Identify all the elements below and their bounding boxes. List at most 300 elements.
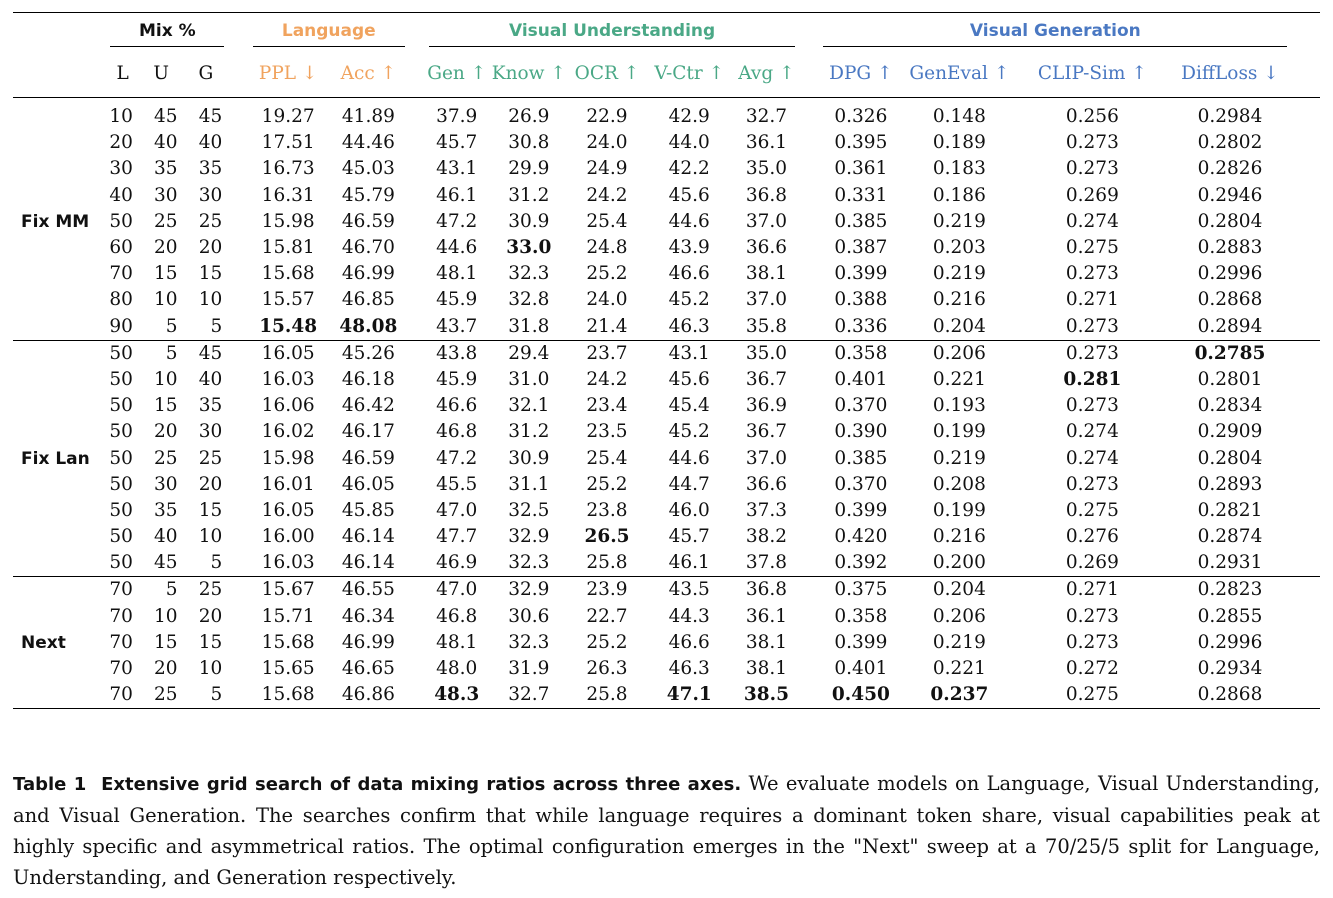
table-cell: 0.370 (834, 395, 888, 417)
table-cell: 15.98 (261, 210, 315, 232)
table-row (13, 261, 1320, 287)
table-cell: 45.6 (668, 184, 710, 206)
table-cell: 43.9 (668, 237, 710, 259)
table-cell: 16.02 (261, 421, 315, 443)
best-value: 38.5 (743, 684, 789, 706)
table-cell (1016, 367, 1168, 393)
table-cell: 0.271 (1065, 579, 1119, 601)
table-cell: 16.01 (261, 473, 315, 495)
table-cell: 36.7 (745, 421, 788, 443)
table-cell: 0.375 (834, 579, 888, 601)
table-cell: 45.85 (341, 499, 395, 521)
table-cell: 0.420 (834, 526, 888, 548)
table-cell: 35 (154, 499, 178, 521)
table-cell: 31.0 (508, 368, 550, 390)
table-cell: 0.271 (1065, 289, 1119, 311)
table-cell: 36.6 (745, 473, 788, 495)
table-cell: 0.273 (1065, 263, 1119, 285)
table-cell: 0.273 (1065, 395, 1119, 417)
table-cell: 0.401 (834, 658, 888, 680)
table-cell: 0.274 (1065, 210, 1119, 232)
column-header-row (13, 55, 1320, 98)
table-cell: 45 (198, 342, 223, 364)
table-cell: 15.98 (261, 447, 315, 469)
table-cell: 70 (109, 263, 133, 285)
table-cell: 0.275 (1065, 684, 1119, 706)
table-cell: 16.05 (261, 499, 315, 521)
table-row (13, 524, 1320, 550)
table-cell: 0.2823 (1197, 579, 1263, 601)
table-cell: 38.1 (745, 658, 788, 680)
table-cell: 5 (210, 552, 223, 574)
table-cell: 0.326 (834, 106, 888, 128)
table-cell: 44.3 (668, 605, 710, 627)
table-cell: 46.1 (668, 552, 710, 574)
table-cell: 46.59 (341, 447, 395, 469)
table-cell: 36.1 (745, 605, 788, 627)
table-cell: 40 (198, 132, 223, 154)
table-cell: 45.7 (436, 132, 478, 154)
table-cell: 15.68 (261, 684, 315, 706)
table-cell: 46.14 (341, 526, 395, 548)
table-cell: 24.2 (586, 184, 628, 206)
table-cell: 0.2804 (1197, 447, 1263, 469)
table-cell: 30 (154, 184, 178, 206)
table-cell: 25 (154, 684, 178, 706)
best-value: 48.3 (434, 684, 480, 706)
table-cell: 0.269 (1065, 184, 1119, 206)
table-cell: 10 (198, 289, 223, 311)
table-cell: 40 (154, 132, 178, 154)
section-label: Next (21, 632, 66, 653)
table-cell: 37.0 (745, 447, 788, 469)
best-value: 0.237 (930, 684, 989, 706)
table-cell: 45.03 (341, 158, 395, 180)
table-cell: 70 (109, 605, 133, 627)
table-cell: 32.3 (508, 552, 550, 574)
table-cell: 45.9 (436, 289, 478, 311)
table-cell: 46.55 (341, 579, 395, 601)
table-cell (328, 314, 409, 341)
table-cell: 20 (154, 658, 178, 680)
table-cell: 15.57 (261, 289, 315, 311)
table-cell (1169, 340, 1292, 367)
table-cell: 0.387 (834, 237, 888, 259)
table-cell: 20 (154, 237, 178, 259)
table-cell: 0.193 (932, 395, 986, 417)
table-cell: 50 (109, 473, 133, 495)
col-header-11: GenEval ↑ (909, 62, 1010, 84)
table-cell: 16.31 (261, 184, 315, 206)
table-cell: 31.8 (508, 315, 550, 337)
table-cell: 42.2 (668, 158, 710, 180)
table-cell: 21.4 (586, 315, 628, 337)
table-cell: 43.7 (436, 315, 478, 337)
table-cell: 30.9 (508, 210, 550, 232)
table-cell: 45.4 (668, 395, 710, 417)
table-cell: 44.0 (668, 132, 710, 154)
table-cell: 90 (109, 315, 133, 337)
table-cell: 0.2826 (1197, 158, 1263, 180)
group-mix: Mix % (110, 21, 224, 47)
table-cell: 22.9 (586, 106, 628, 128)
table-cell: 0.272 (1065, 658, 1119, 680)
table-cell: 0.206 (932, 605, 986, 627)
table-cell: 15 (154, 631, 178, 653)
table-cell: 43.5 (668, 579, 710, 601)
table-cell: 31.2 (508, 421, 550, 443)
table-cell: 42.9 (668, 106, 710, 128)
table-cell: 37.0 (745, 210, 788, 232)
table-cell: 45.79 (341, 184, 395, 206)
table-cell: 15 (154, 395, 178, 417)
table-cell: 0.199 (932, 421, 986, 443)
table-cell (569, 524, 644, 550)
table-cell: 37.8 (745, 552, 788, 574)
table-cell: 45 (198, 106, 223, 128)
table-cell: 0.401 (834, 368, 888, 390)
table-cell: 36.9 (745, 395, 788, 417)
table-row (13, 682, 1320, 709)
table-cell: 15.81 (261, 237, 315, 259)
table-cell: 48.1 (436, 263, 478, 285)
table-cell: 0.199 (932, 499, 986, 521)
section-label: Fix Lan (21, 448, 90, 469)
table-cell: 30.8 (508, 132, 550, 154)
table-cell: 23.9 (586, 579, 628, 601)
table-cell: 0.221 (932, 658, 986, 680)
table-cell: 37.9 (436, 106, 478, 128)
table-cell: 0.395 (834, 132, 888, 154)
table-cell: 46.6 (668, 631, 710, 653)
table-cell: 15 (198, 631, 223, 653)
table-cell: 0.204 (932, 315, 986, 337)
table-cell: 0.186 (932, 184, 986, 206)
table-cell: 0.221 (932, 368, 986, 390)
table-cell: 23.8 (586, 499, 628, 521)
table-cell: 0.2855 (1197, 605, 1263, 627)
table-cell: 20 (198, 473, 223, 495)
caption-label: Table 1 (13, 774, 87, 795)
table-cell: 47.2 (436, 210, 478, 232)
table-cell: 25 (154, 447, 178, 469)
table-cell: 70 (109, 658, 133, 680)
col-header-0: L (116, 62, 129, 84)
table-cell: 36.8 (745, 579, 788, 601)
table-cell: 22.7 (586, 605, 628, 627)
table-row (13, 393, 1320, 419)
table-cell: 0.203 (932, 237, 986, 259)
best-value: 47.1 (666, 684, 712, 706)
best-value: 0.2785 (1194, 342, 1266, 364)
table-cell: 29.4 (508, 342, 550, 364)
table-cell: 32.7 (745, 106, 788, 128)
table-cell: 16.73 (261, 158, 315, 180)
table-cell (645, 682, 734, 709)
table-cell: 38.1 (745, 263, 788, 285)
table-cell: 43.1 (668, 342, 710, 364)
table-cell: 16.06 (261, 395, 315, 417)
table-cell: 35.0 (745, 158, 788, 180)
table-cell: 0.208 (932, 473, 986, 495)
table-cell: 0.2804 (1197, 210, 1263, 232)
table-cell: 0.273 (1065, 158, 1119, 180)
table-cell (488, 235, 569, 261)
table-cell: 25 (198, 210, 223, 232)
table-cell: 24.2 (586, 368, 628, 390)
table-cell: 37.0 (745, 289, 788, 311)
col-header-1: U (153, 62, 170, 84)
col-header-5: Gen ↑ (427, 62, 487, 84)
table-cell: 43.8 (436, 342, 478, 364)
table-cell: 45.2 (668, 289, 710, 311)
table-cell: 30 (154, 473, 178, 495)
table-cell: 25.2 (586, 631, 628, 653)
table-row (13, 287, 1320, 313)
table-cell: 24.0 (586, 289, 628, 311)
table-cell: 24.8 (586, 237, 628, 259)
table-cell: 0.269 (1065, 552, 1119, 574)
table-container (13, 12, 1320, 709)
table-cell: 46.86 (341, 684, 395, 706)
table-body (13, 98, 1320, 709)
table-cell: 20 (198, 605, 223, 627)
table-cell: 46.99 (341, 263, 395, 285)
col-header-6: Know ↑ (491, 62, 566, 84)
table-cell: 23.5 (586, 421, 628, 443)
table-cell: 50 (109, 447, 133, 469)
table-cell: 46.6 (668, 263, 710, 285)
table-cell: 25.2 (586, 473, 628, 495)
table-cell: 44.46 (341, 132, 395, 154)
table-cell: 0.273 (1065, 631, 1119, 653)
table-cell: 24.0 (586, 132, 628, 154)
table-cell: 46.65 (341, 658, 395, 680)
table-cell: 5 (210, 684, 223, 706)
table-cell: 0.2802 (1197, 132, 1263, 154)
table-cell: 40 (198, 368, 223, 390)
table-cell: 25.4 (586, 447, 628, 469)
table-cell: 16.03 (261, 368, 315, 390)
table-cell: 0.2801 (1197, 368, 1263, 390)
table-cell: 30.9 (508, 447, 550, 469)
table-cell: 36.1 (745, 132, 788, 154)
table-cell: 0.256 (1065, 106, 1119, 128)
table-cell: 0.2893 (1197, 473, 1263, 495)
table-cell: 0.399 (834, 631, 888, 653)
table-cell: 0.273 (1065, 342, 1119, 364)
table-cell: 0.216 (932, 526, 986, 548)
table-cell: 0.2984 (1197, 106, 1263, 128)
table-cell: 32.9 (508, 579, 550, 601)
table-cell: 46.05 (341, 473, 395, 495)
table-cell: 26.3 (586, 658, 628, 680)
table-cell: 47.7 (436, 526, 478, 548)
table-cell: 15 (198, 499, 223, 521)
table-cell: 35 (198, 395, 223, 417)
table-cell: 46.17 (341, 421, 395, 443)
table-cell: 0.399 (834, 263, 888, 285)
table-cell: 5 (210, 315, 223, 337)
table-row (13, 630, 1320, 656)
table-cell: 0.358 (834, 342, 888, 364)
table-cell: 50 (109, 368, 133, 390)
table-cell: 31.9 (508, 658, 550, 680)
table-cell: 20 (154, 421, 178, 443)
table-cell: 50 (109, 342, 133, 364)
table-cell: 60 (109, 237, 133, 259)
table-row (13, 656, 1320, 682)
col-header-12: CLIP-Sim ↑ (1037, 62, 1147, 84)
table-cell: 0.148 (932, 106, 986, 128)
table-row (13, 183, 1320, 209)
table-cell: 32.3 (508, 631, 550, 653)
table-cell: 30 (109, 158, 133, 180)
table-cell: 31.1 (508, 473, 550, 495)
table-cell: 0.189 (932, 132, 986, 154)
table-cell: 25 (154, 210, 178, 232)
col-header-4: Acc ↑ (340, 62, 397, 84)
table-cell: 44.7 (668, 473, 710, 495)
table-cell: 0.2834 (1197, 395, 1263, 417)
table-cell: 0.275 (1065, 499, 1119, 521)
table-cell: 46.8 (436, 605, 478, 627)
table-cell: 46.85 (341, 289, 395, 311)
table-cell: 25.8 (586, 684, 628, 706)
table-cell: 31.2 (508, 184, 550, 206)
table-cell: 20 (109, 132, 133, 154)
table-cell: 0.331 (834, 184, 888, 206)
table-row (13, 498, 1320, 524)
table-cell: 16.05 (261, 342, 315, 364)
table-cell: 35 (198, 158, 223, 180)
table-cell: 0.2821 (1197, 499, 1263, 521)
table-cell: 40 (154, 526, 178, 548)
table-cell: 50 (109, 210, 133, 232)
table-cell: 32.9 (508, 526, 550, 548)
table-cell: 35.8 (745, 315, 788, 337)
table-cell: 0.2883 (1197, 237, 1263, 259)
table-row (13, 209, 1320, 235)
table-cell: 38.1 (745, 631, 788, 653)
table-cell: 0.385 (834, 447, 888, 469)
group-visual-understanding: Visual Understanding (429, 21, 795, 47)
table-row (13, 577, 1320, 604)
table-cell: 25 (198, 447, 223, 469)
table-cell: 32.7 (508, 684, 550, 706)
table-cell: 32.1 (508, 395, 550, 417)
table-cell: 46.3 (668, 658, 710, 680)
table-cell: 0.200 (932, 552, 986, 574)
table-cell: 45.9 (436, 368, 478, 390)
table-cell: 10 (198, 658, 223, 680)
table-cell: 0.275 (1065, 237, 1119, 259)
table-cell: 0.358 (834, 605, 888, 627)
table-cell: 0.219 (932, 447, 986, 469)
table-cell: 25 (198, 579, 223, 601)
best-value: 0.450 (831, 684, 890, 706)
table-cell: 46.42 (341, 395, 395, 417)
table-cell: 0.390 (834, 421, 888, 443)
table-cell: 30 (198, 184, 223, 206)
table-cell: 46.18 (341, 368, 395, 390)
table-cell: 0.2874 (1197, 526, 1263, 548)
table-row (13, 314, 1320, 341)
table-cell: 10 (154, 605, 178, 627)
table-cell: 0.2931 (1197, 552, 1263, 574)
table-cell: 50 (109, 552, 133, 574)
caption-text: We evaluate models on Language, Visual Understanding, and Visual Generation. The searches confirm that while language requires a dominant token share, visual capabilities peak at highly specific and asymmetrical ratios. The optimal configuration emerges in the "Next" sweep at a 70/25/5 split for Language, Understanding, and Generation respectively. (13, 772, 1320, 889)
table-cell: 43.1 (436, 158, 478, 180)
table-cell: 0.274 (1065, 421, 1119, 443)
table-row (13, 130, 1320, 156)
table-cell: 45.26 (341, 342, 395, 364)
table-cell: 46.0 (668, 499, 710, 521)
table-cell: 47.0 (436, 579, 478, 601)
table-cell (425, 682, 488, 709)
table-cell: 45.6 (668, 368, 710, 390)
caption-title: Extensive grid search of data mixing ratios across three axes. (101, 774, 742, 795)
table-cell: 70 (109, 631, 133, 653)
table-cell: 0.336 (834, 315, 888, 337)
table-cell: 0.216 (932, 289, 986, 311)
table-row (13, 419, 1320, 445)
table-cell: 24.9 (586, 158, 628, 180)
table-cell: 10 (198, 526, 223, 548)
table-cell: 35.0 (745, 342, 788, 364)
table-cell: 15 (154, 263, 178, 285)
table-cell: 20 (198, 237, 223, 259)
table-cell: 15.68 (261, 631, 315, 653)
group-visual-generation: Visual Generation (823, 21, 1287, 47)
table-caption (13, 768, 1320, 893)
col-header-7: OCR ↑ (574, 62, 640, 84)
table-row (13, 98, 1320, 131)
table-cell: 0.273 (1065, 315, 1119, 337)
table-cell: 10 (154, 289, 178, 311)
section-label: Fix MM (21, 211, 90, 232)
table-cell: 46.59 (341, 210, 395, 232)
table-row (13, 445, 1320, 471)
table-cell: 41.89 (341, 106, 395, 128)
table-cell: 0.206 (932, 342, 986, 364)
table-cell: 0.2868 (1197, 289, 1263, 311)
table-cell: 0.385 (834, 210, 888, 232)
table-cell: 17.51 (261, 132, 315, 154)
table-cell: 32.8 (508, 289, 550, 311)
table-cell: 50 (109, 421, 133, 443)
table-cell: 16.00 (261, 526, 315, 548)
best-value: 15.48 (259, 315, 318, 337)
table-cell: 0.2894 (1197, 315, 1263, 337)
table-cell: 45.2 (668, 421, 710, 443)
table-cell: 0.273 (1065, 605, 1119, 627)
table-cell: 50 (109, 526, 133, 548)
table-cell: 36.6 (745, 237, 788, 259)
table-cell: 0.2868 (1197, 684, 1263, 706)
table-cell: 32.5 (508, 499, 550, 521)
table-cell: 47.2 (436, 447, 478, 469)
table-cell: 0.392 (834, 552, 888, 574)
table-cell: 25.4 (586, 210, 628, 232)
table-cell: 23.4 (586, 395, 628, 417)
table-cell: 46.70 (341, 237, 395, 259)
table-cell: 45.7 (668, 526, 710, 548)
table-cell: 46.3 (668, 315, 710, 337)
table-cell: 48.1 (436, 631, 478, 653)
table-cell: 48.0 (436, 658, 478, 680)
table-row (13, 235, 1320, 261)
